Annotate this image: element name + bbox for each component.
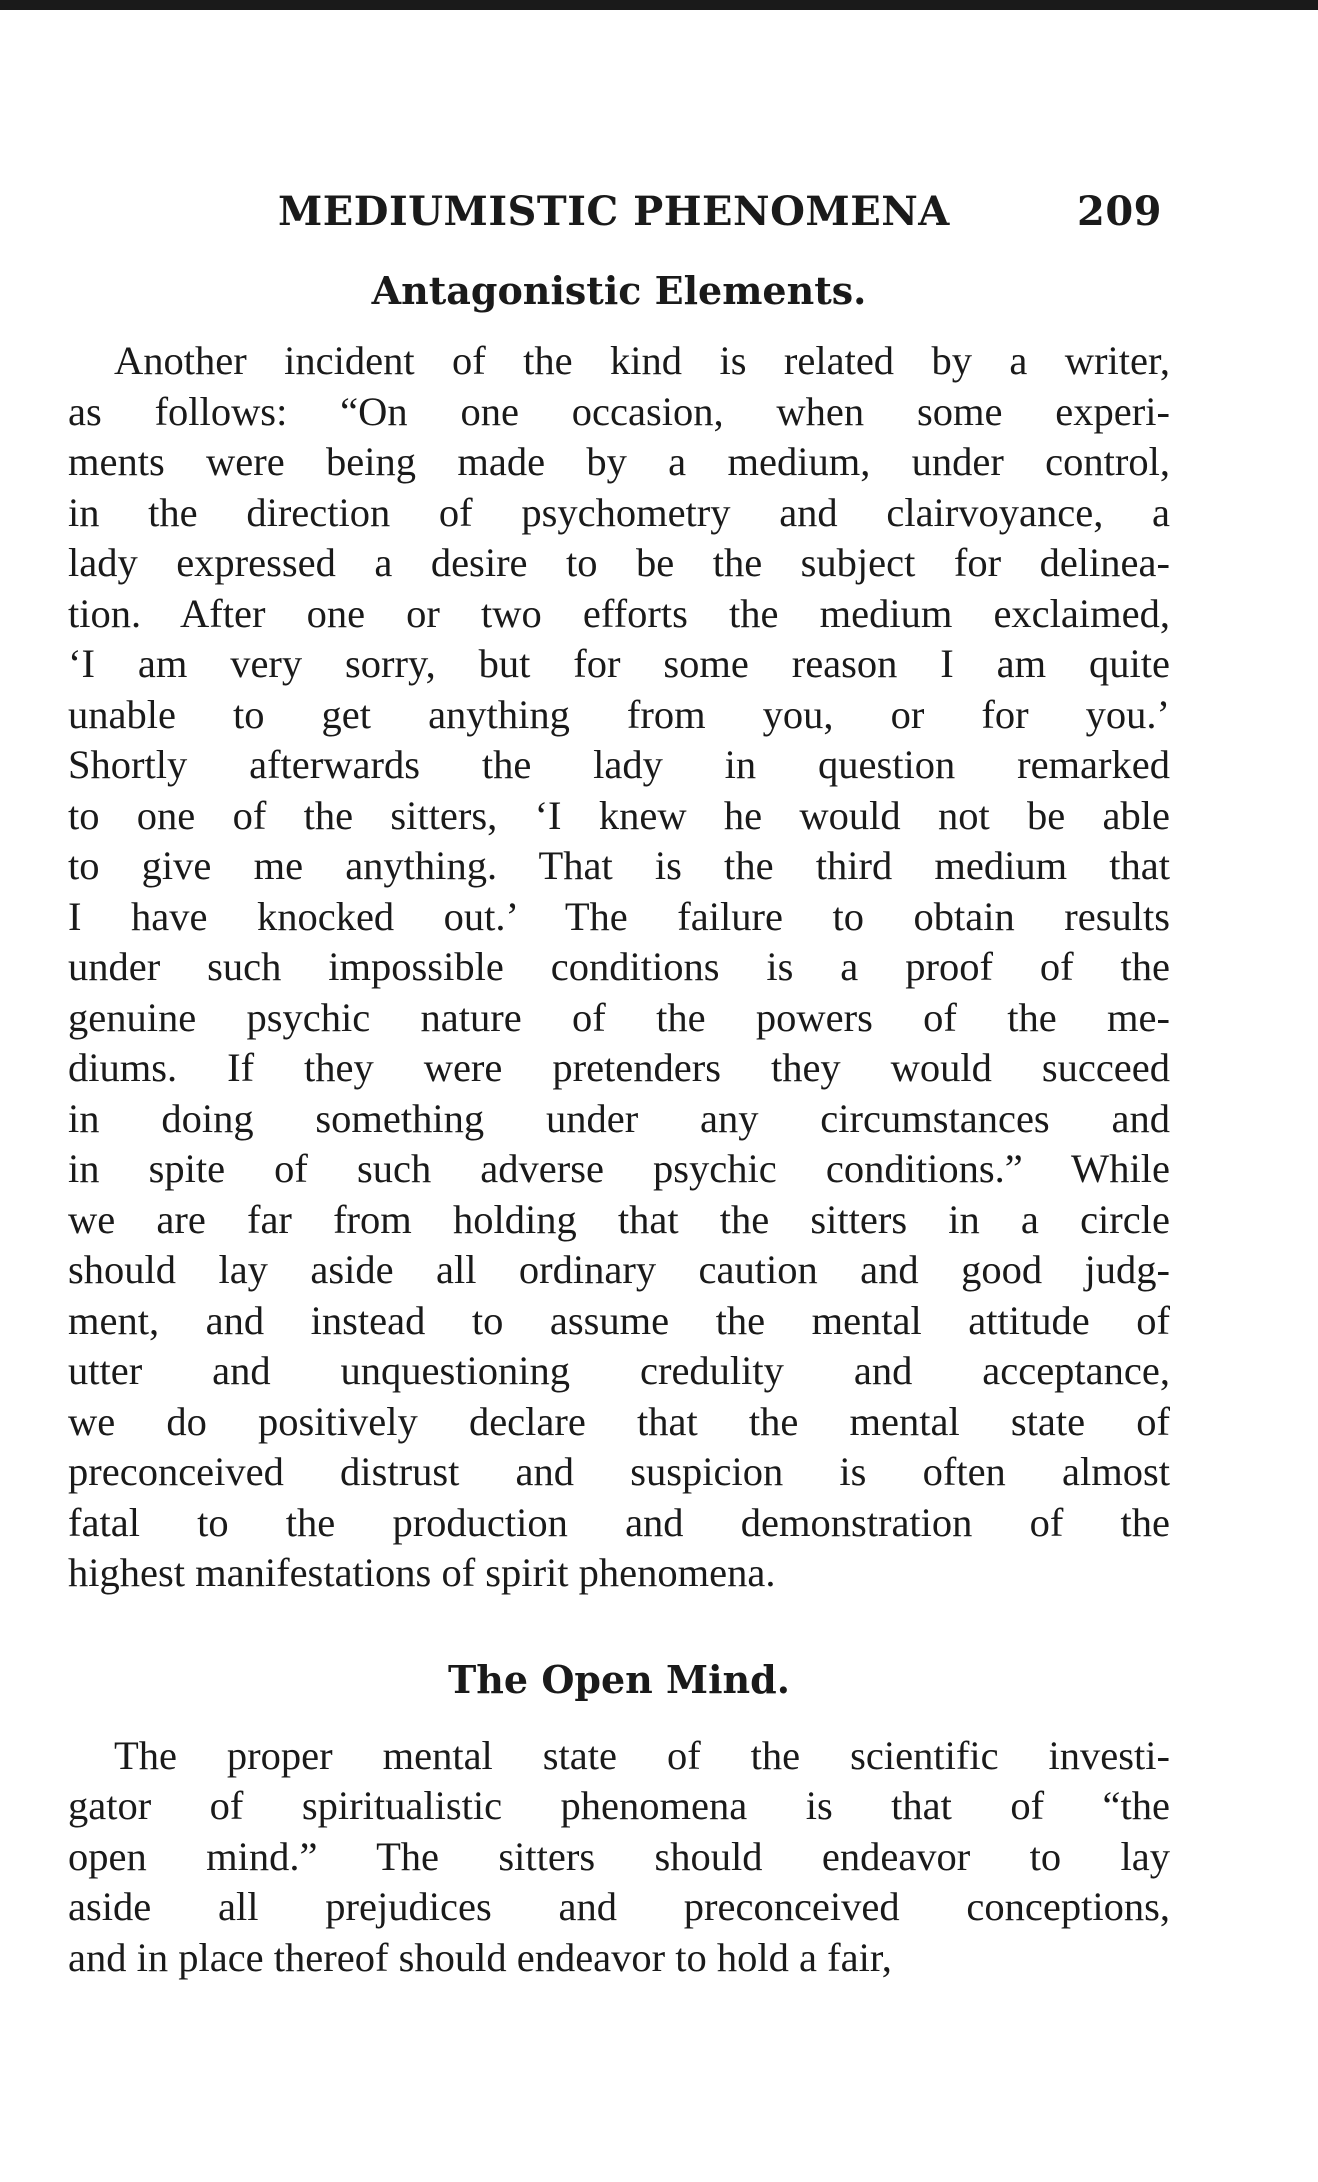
text-line: preconceived distrust and suspicion is often almost <box>68 1449 1170 1494</box>
text-line: ments were being made by a medium, under control, <box>68 439 1170 484</box>
text-line: highest manifestations of spirit phenomena. <box>68 1550 776 1595</box>
book-page <box>68 180 1170 1983</box>
section-heading-open-mind: The Open Mind. <box>448 1656 790 1702</box>
text-line: in spite of such adverse psychic conditions.” While <box>68 1146 1170 1191</box>
text-line: aside all prejudices and preconceived conceptions, <box>68 1884 1170 1929</box>
text-line: ment, and instead to assume the mental attitude of <box>68 1297 1170 1343</box>
text-line: I have knocked out.’ The failure to obtain results <box>68 893 1170 939</box>
top-border-rule <box>0 0 1318 10</box>
text-line: in doing something under any circumstances and <box>68 1095 1170 1141</box>
section-heading-antagonistic-elements: Antagonistic Elements. <box>371 268 867 313</box>
text-line: lady expressed a desire to be the subject for delinea- <box>68 540 1170 585</box>
text-line: as follows: “On one occasion, when some experi- <box>68 388 1170 434</box>
text-line: utter and unquestioning credulity and acceptance, <box>68 1348 1170 1393</box>
text-line: The proper mental state of the scientific investi- <box>114 1732 1170 1778</box>
text-line: genuine psychic nature of the powers of the me- <box>68 994 1170 1040</box>
text-line: under such impossible conditions is a proof of the <box>68 944 1170 989</box>
text-line: to one of the sitters, ‘I knew he would not be able <box>68 792 1170 838</box>
text-line: we are far from holding that the sitters in a circle <box>68 1196 1170 1242</box>
running-header <box>68 180 1170 240</box>
page-number: 209 <box>1077 188 1162 235</box>
text-line: ‘I am very sorry, but for some reason I am quite <box>68 641 1170 686</box>
text-line: should lay aside all ordinary caution and good judg- <box>68 1247 1170 1292</box>
text-line: we do positively declare that the mental state of <box>68 1398 1170 1444</box>
paragraph-antagonistic-elements <box>68 336 1170 1599</box>
text-line: to give me anything. That is the third medium that <box>68 843 1170 888</box>
text-line: open mind.” The sitters should endeavor to lay <box>68 1833 1170 1879</box>
text-line: fatal to the production and demonstration of the <box>68 1499 1170 1545</box>
text-line: in the direction of psychometry and clairvoyance, a <box>68 489 1170 535</box>
paragraph-open-mind <box>68 1731 1170 1984</box>
running-title: MEDIUMISTIC PHENOMENA <box>278 188 950 235</box>
text-line: unable to get anything from you, or for you.’ <box>68 691 1170 737</box>
text-line: diums. If they were pretenders they would succeed <box>68 1045 1170 1090</box>
text-line: Another incident of the kind is related by a writer, <box>114 338 1170 383</box>
text-line: and in place thereof should endeavor to hold a fair, <box>68 1934 892 1980</box>
text-line: gator of spiritualistic phenomena is that of “the <box>68 1783 1170 1828</box>
text-line: tion. After one or two efforts the medium exclaimed, <box>68 590 1170 636</box>
text-line: Shortly afterwards the lady in question remarked <box>68 742 1170 787</box>
